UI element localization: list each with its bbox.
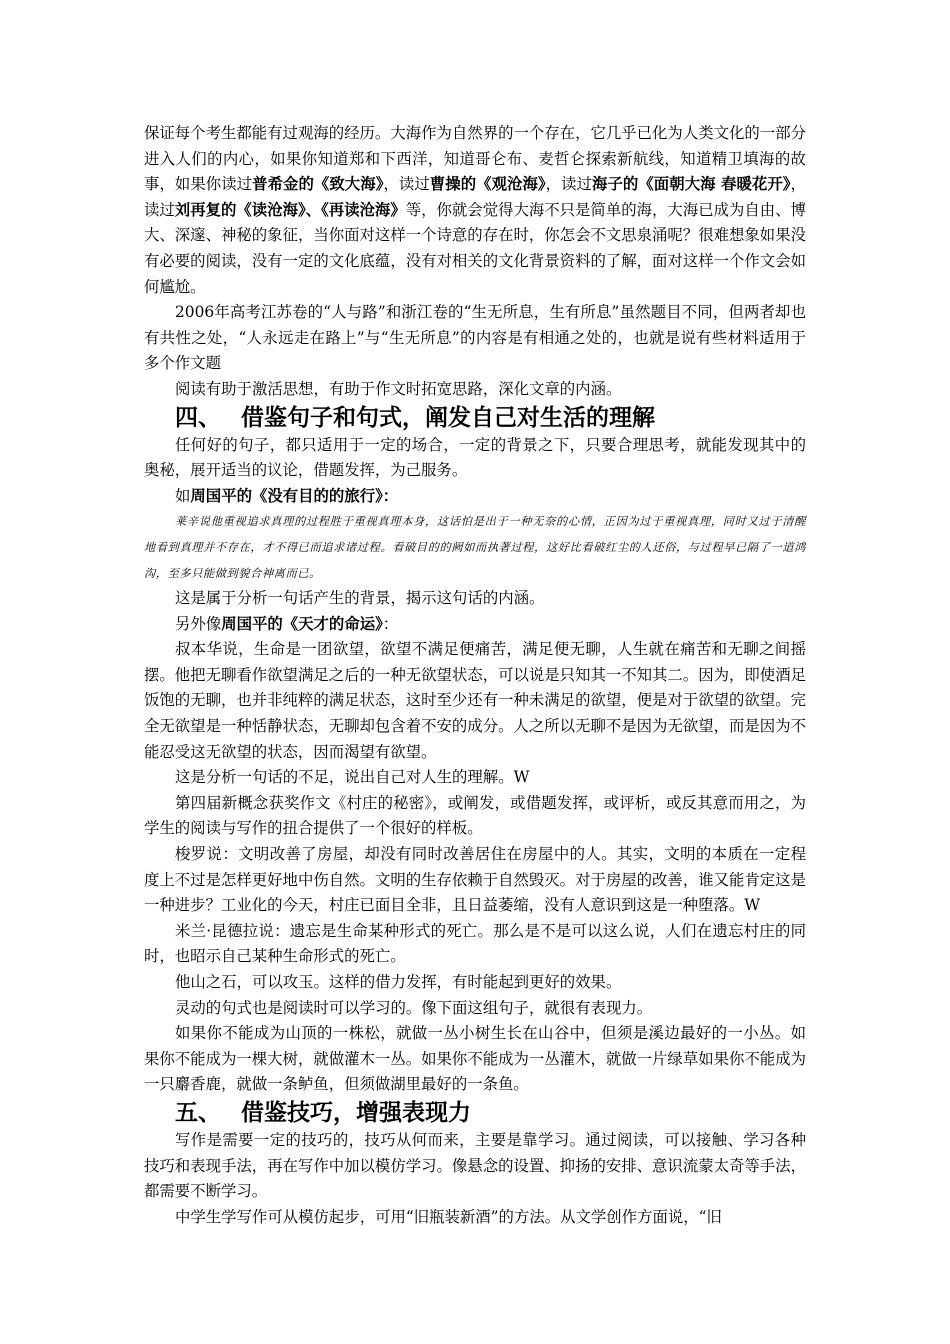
paragraph-sentence-patterns: 灵动的句式也是阅读时可以学习的。像下面这组句子，就很有表现力。 — [175, 998, 653, 1017]
bold-title-caocao: 曹操的《观沧海》 — [429, 175, 546, 194]
text-run: 另外像 — [175, 614, 222, 633]
text-run: 保证每个考生都能有过观海的经历。大海作为自然界的一个存在，它几乎已化为人类文化的一部分进入人们的内心，如果你知道郑和下西洋，知道哥仑布、麦哲仑探索新航线，知道精卫填海的故事，如果你读过 — [144, 124, 806, 194]
paragraph-imitation: 中学生学写作可从模仿起步，可用“旧瓶装新酒”的方法。从文学创作方面说，“旧 — [175, 1207, 722, 1226]
section-title: 借鉴句子和句式，阐发自己对生活的理解 — [241, 404, 655, 431]
section-number: 四、 — [175, 404, 221, 431]
section-heading-4 — [144, 403, 806, 433]
paragraph-analysis-2: 这是分析一句话的不足，说出自己对人生的理解。W — [175, 768, 530, 787]
paragraph-2006-exam: 2006年高考江苏卷的“人与路”和浙江卷的“生无所息，生有所息”虽然题目不同，但两者却也有共性之处，“人永远走在路上”与“生无所息”的内容是有相通之处的，也就是说有些材料适用于多个作文题 — [144, 303, 806, 373]
paragraph-techniques: 写作是需要一定的技巧的，技巧从何而来，主要是靠学习。通过阅读，可以接触、学习各种技巧和表现手法，再在写作中加以模仿学习。像悬念的设置、抑扬的安排、意识流蒙太奇等手法，都需要不断学习。 — [144, 1130, 806, 1201]
paragraph-good-sentences: 任何好的句子，都只适用于一定的场合，一定的背景之下，只要合理思考，就能发现其中的奥秘，展开适当的议论，借题发挥，为己服务。 — [144, 435, 806, 480]
paragraph-borrowing: 他山之石，可以攻玉。这样的借力发挥，有时能起到更好的效果。 — [175, 973, 622, 991]
paragraph-reading-benefit: 阅读有助于激活思想，有助于作文时拓宽思路，深化文章的内涵。 — [175, 379, 622, 398]
section-title: 借鉴技巧，增强表现力 — [241, 1099, 471, 1126]
text-run: ： — [382, 614, 399, 633]
text-run: ，读过 — [545, 175, 593, 194]
paragraph-new-concept: 第四届新概念获奖作文《村庄的秘密》，或阐发，或借题发挥，或评析，或反其意而用之，为学生的阅读与写作的扭合提供了一个很好的样板。 — [144, 793, 806, 838]
bold-title-pushkin: 普希金的《致大海》 — [252, 175, 384, 194]
quote-lessing: 莱辛说他重视追求真理的过程胜于重视真理本身，这话怕是出于一种无奈的心情，正因为过于重视真理，同时又过于清醒地看到真理并不存在，才不得已而追求诸过程。看破目的的阙如而执著过程，这好比看破红尘的人还俗，与过程早已隔了一道鸿沟，至多只能做到貌合神离而已。 — [144, 515, 806, 580]
bold-title-haizi: 海子的《面朝大海 春暖花开》 — [592, 175, 791, 194]
document-page — [144, 121, 806, 1230]
paragraph-if-you-cannot: 如果你不能成为山顶的一株松，就做一丛小树生长在山谷中，但须是溪边最好的一小丛。如果你不能成为一棵大树，就做灌木一丛。如果你不能成为一丛灌木，就做一片绿草如果你不能成为一只麝香鹿，就做一条鲈鱼，但须做湖里最好的一条鱼。 — [144, 1024, 806, 1094]
bold-title-zhouguoping-1: 周国平的《没有目的的旅行》： — [190, 486, 399, 505]
text-run: ，读过 — [383, 175, 430, 194]
paragraph-example-intro — [144, 484, 806, 510]
text-run: ，读过 — [144, 175, 806, 219]
section-number: 五、 — [175, 1099, 221, 1126]
bold-title-zhouguoping-2: 周国平的《天才的命运》 — [221, 614, 383, 633]
section-heading-5 — [144, 1098, 806, 1128]
paragraph-thoreau: 梭罗说：文明改善了房屋，却没有同时改善居住在房屋中的人。其实，文明的本质在一定程度上不过是怎样更好地中伤自然。文明的生存依赖于自然毁灭。对于房屋的改善，谁又能肯定这是一种进步？工业化的今天，村庄已面目全非，且日益萎缩，没有人意识到这是一种堕落。W — [144, 845, 806, 915]
text-run: 等，你就会觉得大海不只是简单的海，大海已成为自由、博大、深邃、神秘的象征，当你面对这样一个诗意的存在时，你怎会不文思泉涌呢？很难想象如果没有必要的阅读，没有一定的文化底蕴，没有对相关的文化背景资料的了解，面对这样一个作文会如何尴尬。 — [144, 200, 806, 296]
paragraph-kundera: 米兰·昆德拉说：遗忘是生命某种形式的死亡。那么是不是可以这么说，人们在遗忘村庄的同时，也昭示自己某种生命形式的死亡。 — [144, 921, 806, 966]
bold-title-liuzaifu: 刘再复的《读沧海》、《再读沧海》 — [174, 200, 406, 219]
text-run: 如 — [175, 486, 191, 505]
paragraph-analysis-1: 这是属于分析一句话产生的背景，揭示这句话的内涵。 — [175, 589, 545, 608]
paragraph-example-intro-2 — [144, 612, 806, 638]
paragraph-sea-culture — [144, 121, 806, 300]
paragraph-schopenhauer: 叔本华说，生命是一团欲望，欲望不满足便痛苦，满足便无聊，人生就在痛苦和无聊之间摇摆。他把无聊看作欲望满足之后的一种无欲望状态，可以说是只知其一不知其二。因为，即使酒足饭饱的无聊，也并非纯粹的满足状态，这时至少还有一种未满足的欲望，便是对于欲望的欲望。完全无欲望是一种恬静状态，无聊却包含着不安的成分。人之所以无聊不是因为无欲望，而是因为不能忍受这无欲望的状态，因而渴望有欲望。 — [144, 640, 806, 761]
